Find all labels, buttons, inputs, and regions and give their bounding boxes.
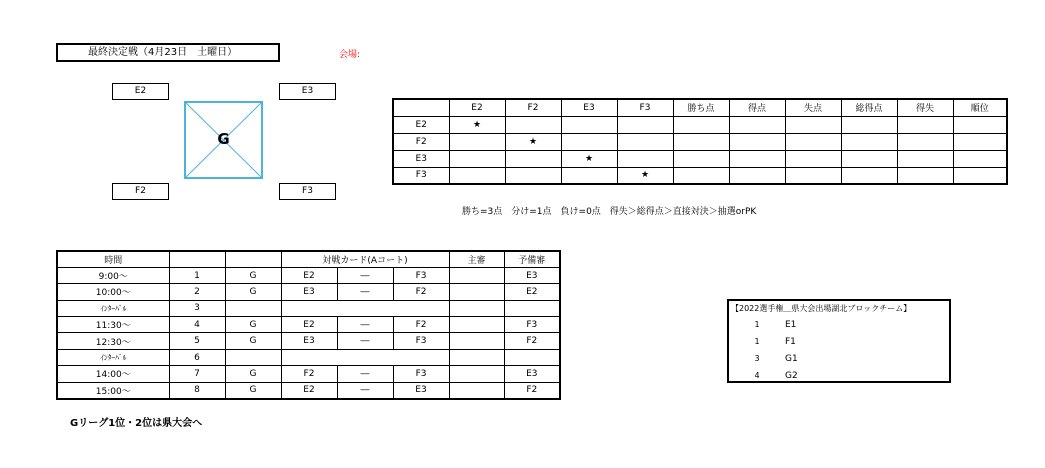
league-stat-cell [729, 116, 785, 133]
match-dash: ― [337, 366, 393, 382]
league-stat-cell [897, 150, 953, 167]
match-home: E3 [281, 284, 337, 300]
qualified-teams-title: 【2022選手権＿県大会出場湖北ブロックチーム】 [731, 304, 912, 313]
league-table [392, 98, 1008, 185]
match-dash: ― [337, 267, 393, 283]
match-referee [449, 317, 504, 333]
match-away: F2 [393, 317, 449, 333]
match-dash: ― [337, 284, 393, 300]
match-away: F3 [393, 267, 449, 283]
schedule-header-reserve: 予備審 [504, 251, 560, 267]
match-away: F3 [393, 333, 449, 349]
match-number: 1 [169, 267, 225, 283]
qualified-team-rank: 1 [754, 337, 760, 346]
match-dash: ― [337, 382, 393, 398]
page-title: 最終決定戦（4月23日 土曜日） [56, 43, 280, 62]
league-result-cell [617, 133, 673, 150]
match-group: G [225, 317, 281, 333]
match-reserve: E2 [504, 284, 560, 300]
diagram-group-letter: G [217, 130, 230, 148]
match-referee [449, 366, 504, 382]
league-stat-cell [673, 133, 729, 150]
league-stat-cell [841, 133, 897, 150]
league-result-cell [505, 150, 561, 167]
league-result-cell [561, 167, 617, 184]
qualified-team-rank: 3 [754, 354, 760, 363]
match-number: 3 [169, 300, 225, 316]
match-time: 15:00～ [57, 382, 169, 398]
match-reserve: E3 [504, 366, 560, 382]
match-time: ｲﾝﾀｰﾊﾞﾙ [57, 300, 169, 316]
footer-note: Gリーグ1位・2位は県大会へ [70, 418, 203, 429]
schedule-row [57, 267, 560, 283]
league-header-cell: 得失 [897, 99, 953, 116]
schedule-row-interval [57, 349, 560, 365]
match-dash: ― [337, 317, 393, 333]
league-stat-cell [785, 133, 841, 150]
match-number: 4 [169, 317, 225, 333]
league-stat-cell [897, 116, 953, 133]
diagram-team-top-right: E3 [279, 83, 336, 100]
match-away: F2 [393, 284, 449, 300]
match-time: 10:00～ [57, 284, 169, 300]
match-time: ｲﾝﾀｰﾊﾞﾙ [57, 349, 169, 365]
league-result-cell: ★ [561, 150, 617, 167]
league-result-cell [617, 116, 673, 133]
match-time: 14:00～ [57, 366, 169, 382]
league-stat-cell [953, 150, 1007, 167]
league-result-cell: ★ [449, 116, 505, 133]
league-stat-cell [841, 167, 897, 184]
match-reserve [504, 300, 560, 316]
league-header-cell: 得点 [729, 99, 785, 116]
match-reserve: F2 [504, 333, 560, 349]
league-stat-cell [729, 150, 785, 167]
qualified-team-name: E1 [785, 320, 797, 330]
league-row [393, 133, 1007, 150]
qualified-teams-box [727, 299, 951, 383]
match-home: E2 [281, 267, 337, 283]
schedule-header-blank [225, 251, 281, 267]
match-group: G [225, 382, 281, 398]
schedule-row [57, 366, 560, 382]
league-header-cell: F2 [505, 99, 561, 116]
schedule-row-interval [57, 300, 560, 316]
match-card-empty [281, 349, 449, 365]
league-header-cell: 失点 [785, 99, 841, 116]
qualified-team-name: G2 [785, 371, 798, 381]
match-reserve: E3 [504, 267, 560, 283]
league-header-cell: F3 [617, 99, 673, 116]
match-dash: ― [337, 333, 393, 349]
league-stat-cell [785, 116, 841, 133]
league-header-row [393, 99, 1007, 116]
league-stat-cell [841, 150, 897, 167]
diagram-team-bottom-right: F3 [279, 183, 336, 200]
schedule-row [57, 317, 560, 333]
match-referee [449, 382, 504, 398]
league-stat-cell [673, 150, 729, 167]
league-stat-cell [729, 133, 785, 150]
schedule-header-row [57, 251, 560, 267]
match-group: G [225, 333, 281, 349]
league-stat-cell [897, 133, 953, 150]
league-row [393, 116, 1007, 133]
match-home: E2 [281, 382, 337, 398]
league-stat-cell [841, 116, 897, 133]
match-reserve: F2 [504, 382, 560, 398]
match-group [225, 349, 281, 365]
match-number: 2 [169, 284, 225, 300]
league-stat-cell [673, 116, 729, 133]
venue-label: 会場: [339, 50, 361, 60]
league-team-name: E2 [393, 116, 449, 133]
schedule-row [57, 284, 560, 300]
league-stat-cell [953, 133, 1007, 150]
match-referee [449, 267, 504, 283]
match-home: F2 [281, 366, 337, 382]
scoring-rules: 勝ち=3点 分け=1点 負け=0点 得失＞総得点＞直接対決＞抽選orPK [462, 207, 757, 217]
match-group [225, 300, 281, 316]
league-header-cell: 総得点 [841, 99, 897, 116]
qualified-team-rank: 1 [754, 320, 760, 329]
match-referee [449, 284, 504, 300]
schedule-row [57, 333, 560, 349]
match-referee [449, 349, 504, 365]
match-reserve: F3 [504, 317, 560, 333]
match-group: G [225, 267, 281, 283]
league-result-cell [505, 167, 561, 184]
match-referee [449, 300, 504, 316]
match-time: 11:30～ [57, 317, 169, 333]
league-stat-cell [673, 167, 729, 184]
league-stat-cell [897, 167, 953, 184]
league-header-cell: 順位 [953, 99, 1007, 116]
schedule-header-match-card: 対戦カード(Aコート) [281, 251, 449, 267]
league-header-cell: E3 [561, 99, 617, 116]
league-team-name: E3 [393, 150, 449, 167]
league-result-cell [561, 116, 617, 133]
schedule-header-blank [169, 251, 225, 267]
match-referee [449, 333, 504, 349]
diagram-team-top-left: E2 [112, 83, 169, 100]
match-number: 7 [169, 366, 225, 382]
qualified-team-name: G1 [785, 354, 798, 364]
league-result-cell: ★ [505, 133, 561, 150]
match-home: E2 [281, 317, 337, 333]
match-card-empty [281, 300, 449, 316]
league-result-cell [449, 133, 505, 150]
diagram-team-bottom-left: F2 [112, 183, 169, 200]
league-result-cell [505, 116, 561, 133]
league-stat-cell [729, 167, 785, 184]
schedule-table [56, 250, 561, 400]
league-result-cell [561, 133, 617, 150]
league-stat-cell [953, 116, 1007, 133]
league-stat-cell [953, 167, 1007, 184]
match-group: G [225, 366, 281, 382]
qualified-team-rank: 4 [754, 371, 760, 380]
league-row [393, 150, 1007, 167]
schedule-header-referee: 主審 [449, 251, 504, 267]
league-stat-cell [785, 150, 841, 167]
match-reserve [504, 349, 560, 365]
match-number: 6 [169, 349, 225, 365]
match-time: 12:30～ [57, 333, 169, 349]
match-number: 5 [169, 333, 225, 349]
match-group: G [225, 284, 281, 300]
match-home: E3 [281, 333, 337, 349]
match-number: 8 [169, 382, 225, 398]
match-away: F3 [393, 366, 449, 382]
match-time: 9:00～ [57, 267, 169, 283]
league-header-cell [393, 99, 449, 116]
league-team-name: F3 [393, 167, 449, 184]
league-result-cell [617, 150, 673, 167]
league-result-cell: ★ [617, 167, 673, 184]
league-header-cell: E2 [449, 99, 505, 116]
league-stat-cell [785, 167, 841, 184]
league-result-cell [449, 167, 505, 184]
qualified-team-name: F1 [785, 337, 796, 347]
league-team-name: F2 [393, 133, 449, 150]
league-header-cell: 勝ち点 [673, 99, 729, 116]
schedule-row [57, 382, 560, 398]
schedule-header-time: 時間 [57, 251, 169, 267]
league-row [393, 167, 1007, 184]
match-away: E3 [393, 382, 449, 398]
league-result-cell [449, 150, 505, 167]
